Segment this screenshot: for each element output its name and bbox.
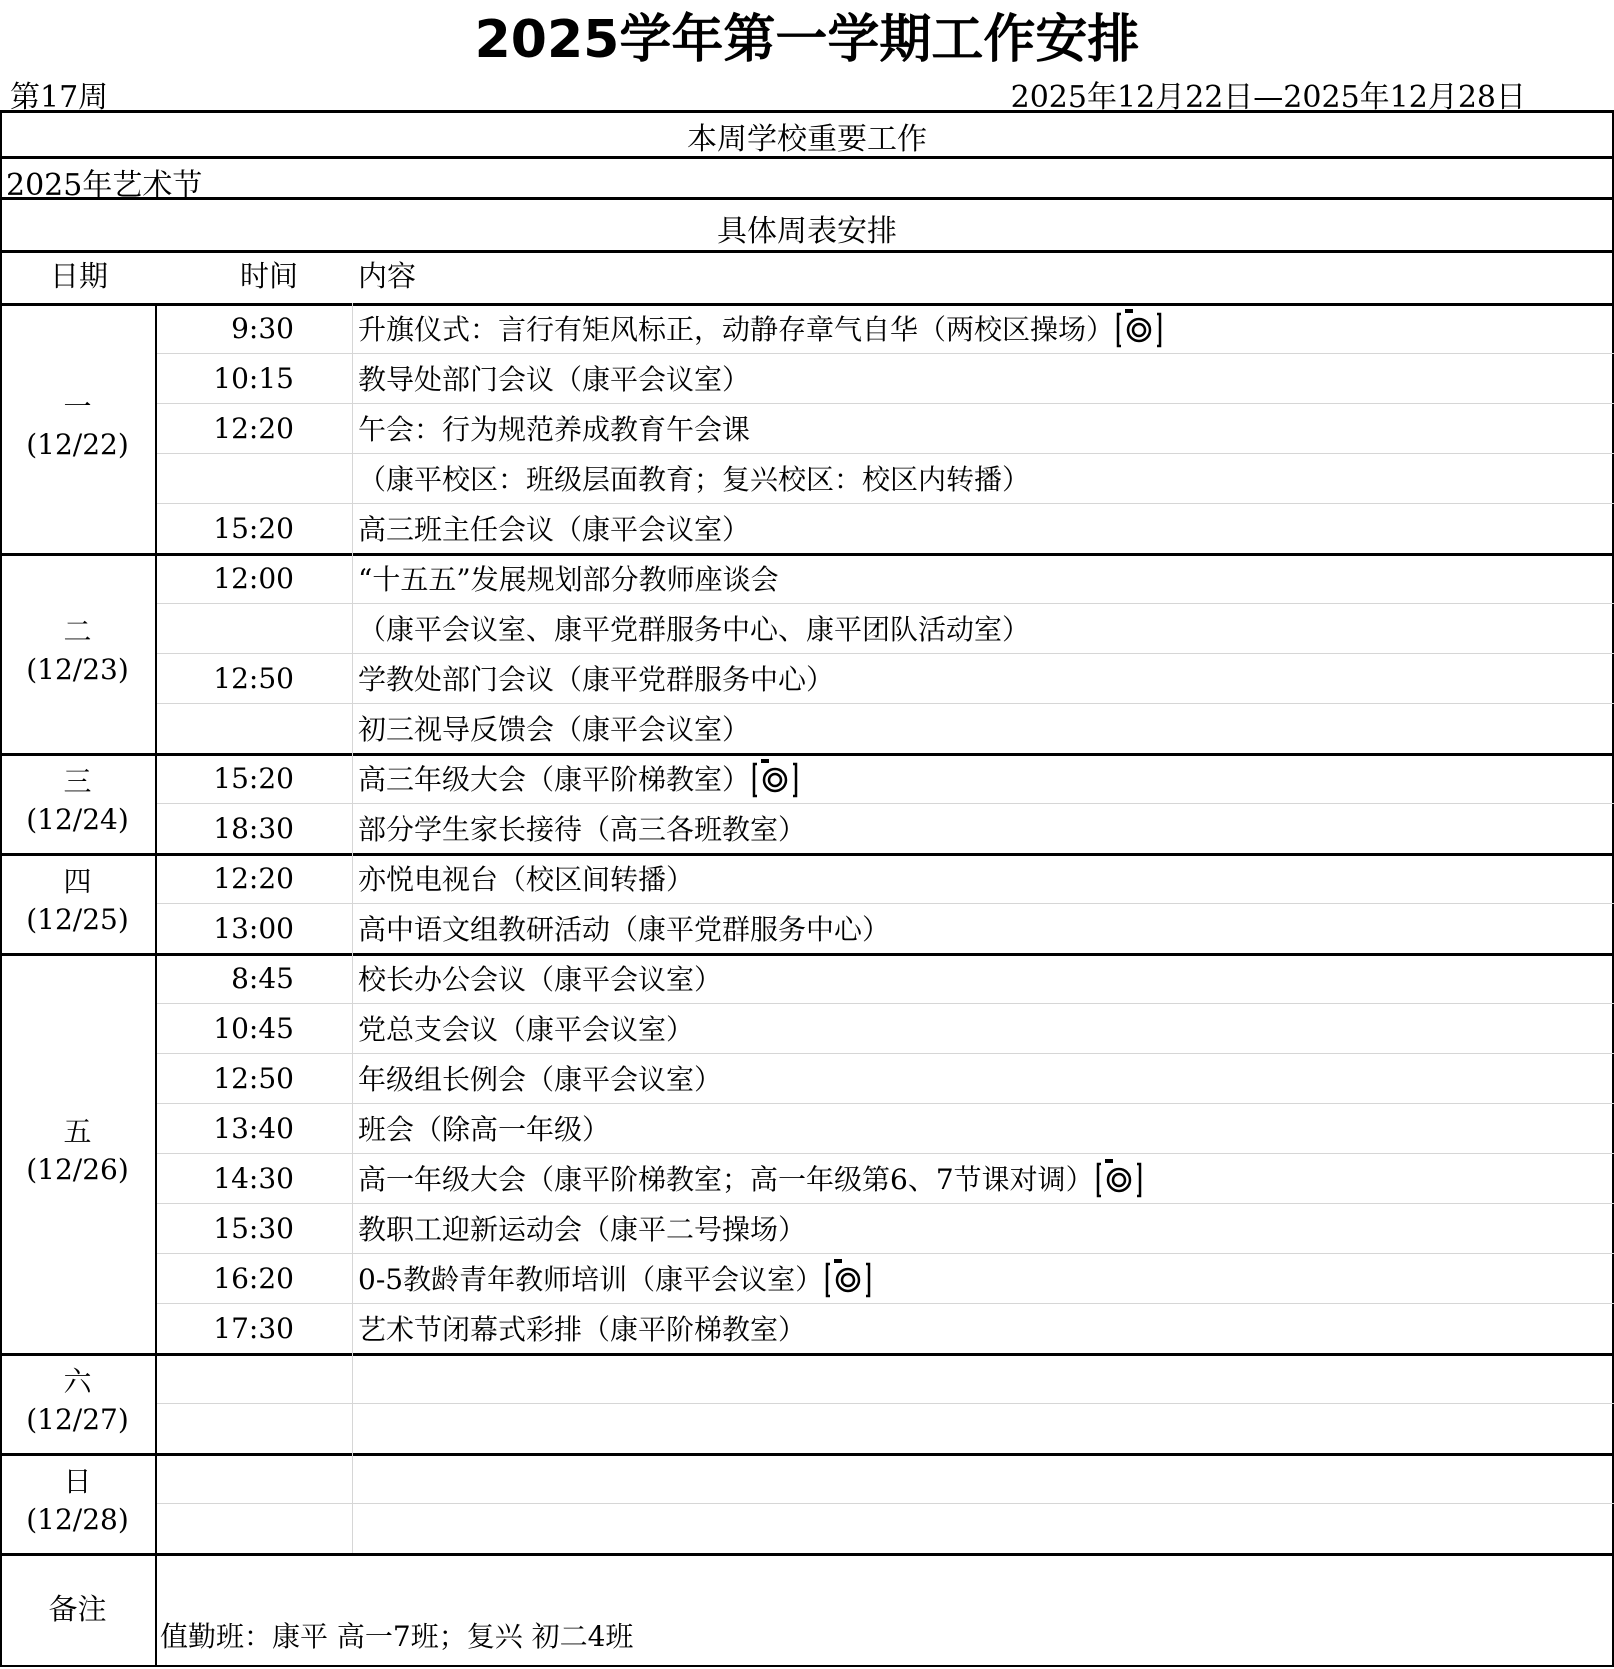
important-work-header: 本周学校重要工作	[687, 122, 927, 157]
schedule-item	[358, 958, 722, 998]
column-header-time: 时间	[240, 259, 299, 293]
section-divider	[0, 1353, 1614, 1356]
schedule-item-text: “十五五”发展规划部分教师座谈会	[358, 563, 779, 596]
important-work-item: 2025年艺术节	[6, 168, 203, 203]
section-divider	[0, 156, 1614, 159]
weekday-label: 五	[63, 1115, 92, 1148]
day-cell	[0, 1113, 155, 1189]
date-range: 2025年12月22日—2025年12月28日	[1010, 80, 1526, 115]
time-cell: 12:50	[213, 662, 294, 695]
schedule-item-text: 年级组长例会（康平会议室）	[358, 1063, 723, 1096]
remarks-label: 备注	[48, 1592, 107, 1626]
camera-icon	[752, 758, 798, 798]
weekday-label: 二	[63, 615, 92, 648]
schedule-item	[358, 1158, 1142, 1198]
time-cell: 12:20	[213, 412, 294, 445]
time-cell: 12:00	[213, 562, 294, 595]
section-divider	[0, 250, 1614, 253]
row-divider	[155, 1053, 1614, 1054]
schedule-header: 具体周表安排	[717, 214, 897, 249]
time-cell: 15:20	[213, 512, 294, 545]
duty-class: 值勤班：康平 高一7班；复兴 初二4班	[160, 1620, 634, 1653]
day-cell	[0, 1363, 155, 1439]
schedule-item	[358, 608, 1030, 648]
time-cell: 15:30	[213, 1212, 294, 1245]
column-divider	[352, 303, 353, 1553]
time-cell: 16:20	[213, 1262, 294, 1295]
camera-icon	[1096, 1158, 1142, 1198]
row-divider	[155, 1003, 1614, 1004]
schedule-item-text: 党总支会议（康平会议室）	[358, 1013, 695, 1046]
weekday-label: 日	[63, 1465, 92, 1498]
schedule-item	[358, 1108, 610, 1148]
schedule-item-text: 0-5教龄青年教师培训（康平会议室）	[358, 1263, 824, 1296]
schedule-item	[358, 708, 750, 748]
day-cell	[0, 613, 155, 689]
time-cell: 10:15	[213, 362, 294, 395]
row-divider	[155, 1103, 1614, 1104]
schedule-item	[358, 1058, 722, 1098]
section-divider	[0, 197, 1614, 200]
time-cell: 9:30	[231, 312, 294, 345]
day-cell	[0, 763, 155, 839]
date-label: (12/24)	[26, 803, 129, 836]
row-divider	[155, 1203, 1614, 1204]
page-title: 2025学年第一学期工作安排	[474, 9, 1140, 70]
row-divider	[155, 603, 1614, 604]
row-divider	[155, 453, 1614, 454]
column-header-content: 内容	[358, 259, 417, 293]
weekday-label: 三	[63, 765, 92, 798]
row-divider	[155, 903, 1614, 904]
schedule-item-text: 校长办公会议（康平会议室）	[358, 963, 723, 996]
schedule-item-text: 高一年级大会（康平阶梯教室；高一年级第6、7节课对调）	[358, 1163, 1094, 1196]
schedule-item	[358, 308, 1162, 348]
date-label: (12/25)	[26, 903, 129, 936]
section-divider	[0, 953, 1614, 956]
week-info-row	[0, 68, 1614, 115]
time-cell: 13:00	[213, 912, 294, 945]
schedule-item-text: 部分学生家长接待（高三各班教室）	[358, 813, 807, 846]
schedule-item	[358, 908, 890, 948]
schedule-item-text: 升旗仪式：言行有矩风标正，动静存章气自华（两校区操场）	[358, 313, 1115, 346]
schedule-item	[358, 508, 750, 548]
time-cell: 13:40	[213, 1112, 294, 1145]
time-cell: 17:30	[213, 1312, 294, 1345]
schedule-item-text: 班会（除高一年级）	[358, 1113, 611, 1146]
row-divider	[155, 503, 1614, 504]
time-cell: 14:30	[213, 1162, 294, 1195]
time-cell: 18:30	[213, 812, 294, 845]
schedule-item-text: 高中语文组教研活动（康平党群服务中心）	[358, 913, 891, 946]
schedule-item	[358, 1258, 871, 1298]
section-divider	[0, 1553, 1614, 1556]
weekday-label: 四	[63, 865, 92, 898]
schedule-item-text: （康平会议室、康平党群服务中心、康平团队活动室）	[358, 613, 1031, 646]
camera-icon	[1116, 308, 1162, 348]
date-label: (12/23)	[26, 653, 129, 686]
schedule-item-text: 亦悦电视台（校区间转播）	[358, 863, 695, 896]
section-divider	[0, 853, 1614, 856]
date-label: (12/26)	[26, 1153, 129, 1186]
schedule-item	[358, 658, 834, 698]
section-divider	[0, 553, 1614, 556]
time-cell: 12:50	[213, 1062, 294, 1095]
schedule-item-text: 教职工迎新运动会（康平二号操场）	[358, 1213, 807, 1246]
schedule-item-text: 初三视导反馈会（康平会议室）	[358, 713, 751, 746]
time-cell: 8:45	[231, 962, 294, 995]
schedule-item-text: 艺术节闭幕式彩排（康平阶梯教室）	[358, 1313, 807, 1346]
weekday-label: 六	[63, 1365, 92, 1398]
schedule-item	[358, 458, 1030, 498]
day-cell	[0, 863, 155, 939]
section-divider	[0, 1453, 1614, 1456]
day-cell	[0, 1463, 155, 1539]
row-divider	[155, 653, 1614, 654]
schedule-item-text: （康平校区：班级层面教育；复兴校区：校区内转播）	[358, 463, 1031, 496]
row-divider	[155, 1153, 1614, 1154]
row-divider	[155, 1303, 1614, 1304]
date-label: (12/27)	[26, 1403, 129, 1436]
week-number: 第17周	[10, 80, 109, 115]
section-divider	[0, 110, 1614, 113]
schedule-item	[358, 1008, 694, 1048]
row-divider	[155, 403, 1614, 404]
date-label: (12/22)	[26, 428, 129, 461]
schedule-table	[0, 110, 1614, 1669]
row-divider	[155, 703, 1614, 704]
schedule-item-text: 教导处部门会议（康平会议室）	[358, 363, 751, 396]
schedule-item-text: 午会：行为规范养成教育午会课	[358, 413, 751, 446]
date-label: (12/28)	[26, 1503, 129, 1536]
schedule-item	[358, 1308, 806, 1348]
row-divider	[155, 1503, 1614, 1504]
time-cell: 12:20	[213, 862, 294, 895]
schedule-item	[358, 558, 779, 598]
schedule-item	[358, 358, 750, 398]
schedule-item	[358, 808, 806, 848]
column-header-date: 日期	[50, 259, 109, 293]
row-divider	[155, 353, 1614, 354]
schedule-item-text: 高三年级大会（康平阶梯教室）	[358, 763, 751, 796]
camera-icon	[825, 1258, 871, 1298]
time-cell: 15:20	[213, 762, 294, 795]
schedule-item	[358, 408, 750, 448]
row-divider	[155, 803, 1614, 804]
day-cell	[0, 388, 155, 464]
schedule-item	[358, 1208, 806, 1248]
weekday-label: 一	[63, 390, 92, 423]
schedule-item	[358, 758, 798, 798]
column-border	[155, 303, 157, 1667]
row-divider	[155, 1253, 1614, 1254]
time-cell: 10:45	[213, 1012, 294, 1045]
schedule-item	[358, 858, 694, 898]
schedule-item-text: 学教处部门会议（康平党群服务中心）	[358, 663, 835, 696]
schedule-item-text: 高三班主任会议（康平会议室）	[358, 513, 751, 546]
row-divider	[155, 1403, 1614, 1404]
section-divider	[0, 753, 1614, 756]
section-divider	[0, 303, 1614, 306]
